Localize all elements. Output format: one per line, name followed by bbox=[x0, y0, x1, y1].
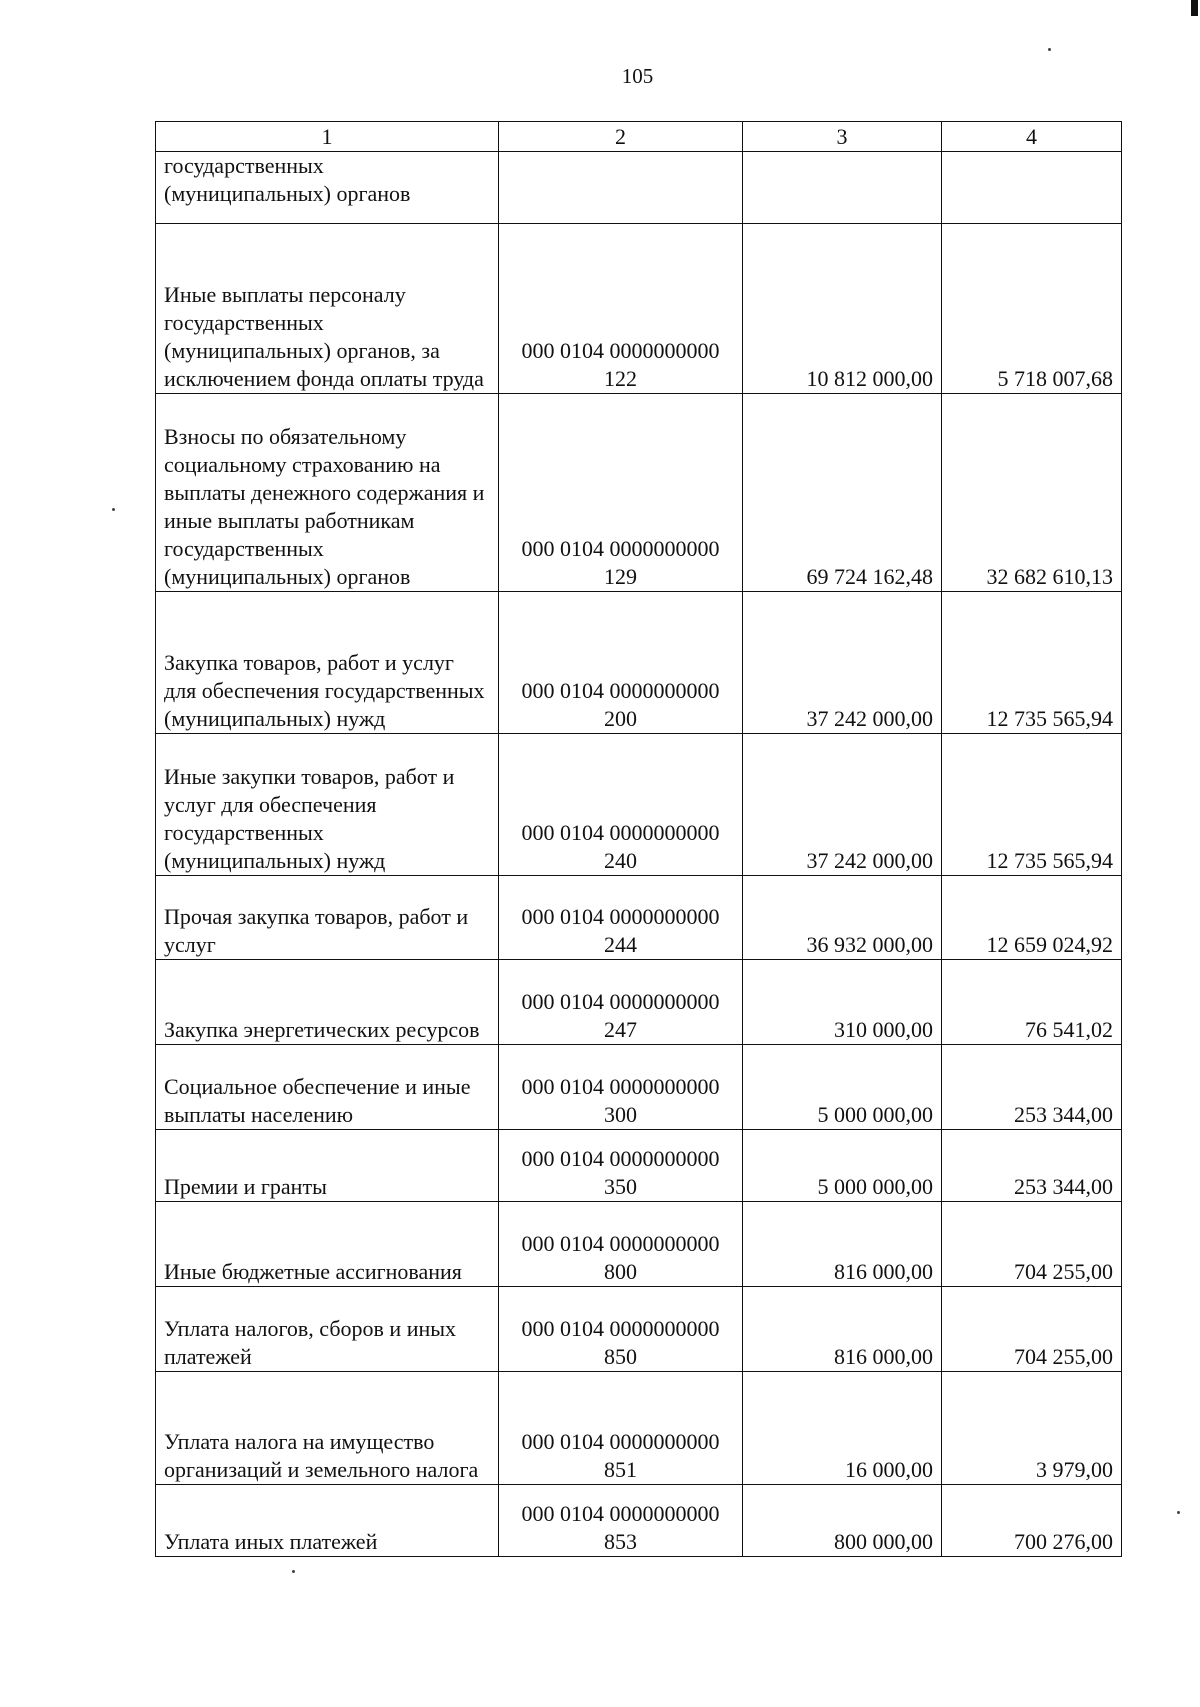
row-value-3: 37 242 000,00 bbox=[743, 592, 942, 734]
row-value-4: 12 659 024,92 bbox=[942, 876, 1122, 960]
row-value-4 bbox=[942, 152, 1122, 224]
row-code: 000 0104 0000000000 244 bbox=[499, 876, 743, 960]
scan-speck bbox=[1048, 48, 1051, 51]
row-value-3: 816 000,00 bbox=[743, 1202, 942, 1287]
table-row bbox=[156, 1485, 1122, 1557]
row-value-4: 5 718 007,68 bbox=[942, 224, 1122, 394]
row-value-4: 253 344,00 bbox=[942, 1130, 1122, 1202]
row-name: государственных (муниципальных) органов bbox=[156, 152, 499, 224]
row-value-3: 36 932 000,00 bbox=[743, 876, 942, 960]
row-name: Иные закупки товаров, работ и услуг для обеспечения государственных (муниципальных) нужд bbox=[156, 734, 499, 876]
row-name: Закупка энергетических ресурсов bbox=[156, 960, 499, 1045]
table-row bbox=[156, 152, 1122, 224]
row-name: Уплата налога на имущество организаций и земельного налога bbox=[156, 1372, 499, 1485]
row-code: 000 0104 0000000000 122 bbox=[499, 224, 743, 394]
table-row bbox=[156, 1202, 1122, 1287]
header-row bbox=[156, 122, 1122, 152]
row-value-3: 5 000 000,00 bbox=[743, 1130, 942, 1202]
row-value-4: 3 979,00 bbox=[942, 1372, 1122, 1485]
column-header-3: 3 bbox=[743, 122, 942, 152]
row-code: 000 0104 0000000000 350 bbox=[499, 1130, 743, 1202]
row-code: 000 0104 0000000000 851 bbox=[499, 1372, 743, 1485]
row-name: Закупка товаров, работ и услуг для обеспечения государственных (муниципальных) нужд bbox=[156, 592, 499, 734]
table-row bbox=[156, 1372, 1122, 1485]
row-code: 000 0104 0000000000 300 bbox=[499, 1045, 743, 1130]
row-value-4: 704 255,00 bbox=[942, 1287, 1122, 1372]
column-header-2: 2 bbox=[499, 122, 743, 152]
table-row bbox=[156, 394, 1122, 592]
budget-table bbox=[155, 121, 1122, 1557]
table-row bbox=[156, 1045, 1122, 1130]
row-value-3: 800 000,00 bbox=[743, 1485, 942, 1557]
row-value-3: 37 242 000,00 bbox=[743, 734, 942, 876]
row-value-4: 700 276,00 bbox=[942, 1485, 1122, 1557]
row-value-3: 5 000 000,00 bbox=[743, 1045, 942, 1130]
scan-speck bbox=[1177, 1511, 1180, 1514]
row-name: Премии и гранты bbox=[156, 1130, 499, 1202]
scan-speck bbox=[112, 508, 115, 511]
row-code: 000 0104 0000000000 200 bbox=[499, 592, 743, 734]
row-code: 000 0104 0000000000 129 bbox=[499, 394, 743, 592]
row-value-3 bbox=[743, 152, 942, 224]
row-name: Взносы по обязательному социальному страхованию на выплаты денежного содержания и иные выплаты работникам государственных (муниципальных) органов bbox=[156, 394, 499, 592]
row-name: Прочая закупка товаров, работ и услуг bbox=[156, 876, 499, 960]
row-name: Уплата налогов, сборов и иных платежей bbox=[156, 1287, 499, 1372]
table-row bbox=[156, 876, 1122, 960]
column-header-1: 1 bbox=[156, 122, 499, 152]
row-value-4: 32 682 610,13 bbox=[942, 394, 1122, 592]
row-code: 000 0104 0000000000 853 bbox=[499, 1485, 743, 1557]
scan-corner-mark bbox=[1191, 0, 1198, 16]
row-code: 000 0104 0000000000 800 bbox=[499, 1202, 743, 1287]
row-value-4: 12 735 565,94 bbox=[942, 734, 1122, 876]
row-value-4: 76 541,02 bbox=[942, 960, 1122, 1045]
row-value-3: 69 724 162,48 bbox=[743, 394, 942, 592]
table-row bbox=[156, 1287, 1122, 1372]
row-value-4: 253 344,00 bbox=[942, 1045, 1122, 1130]
row-code: 000 0104 0000000000 240 bbox=[499, 734, 743, 876]
table-row bbox=[156, 1130, 1122, 1202]
scan-speck bbox=[292, 1570, 295, 1573]
column-header-4: 4 bbox=[942, 122, 1122, 152]
row-code: 000 0104 0000000000 850 bbox=[499, 1287, 743, 1372]
row-name: Иные бюджетные ассигнования bbox=[156, 1202, 499, 1287]
table-row bbox=[156, 224, 1122, 394]
row-name: Социальное обеспечение и иные выплаты населению bbox=[156, 1045, 499, 1130]
table-row bbox=[156, 734, 1122, 876]
table-row bbox=[156, 592, 1122, 734]
row-code bbox=[499, 152, 743, 224]
table-row bbox=[156, 960, 1122, 1045]
row-value-4: 12 735 565,94 bbox=[942, 592, 1122, 734]
row-value-3: 10 812 000,00 bbox=[743, 224, 942, 394]
row-code: 000 0104 0000000000 247 bbox=[499, 960, 743, 1045]
row-value-3: 16 000,00 bbox=[743, 1372, 942, 1485]
row-name: Иные выплаты персоналу государственных (муниципальных) органов, за исключением фонда оплаты труда bbox=[156, 224, 499, 394]
row-value-3: 816 000,00 bbox=[743, 1287, 942, 1372]
row-name: Уплата иных платежей bbox=[156, 1485, 499, 1557]
page-number: 105 bbox=[621, 64, 654, 88]
row-value-4: 704 255,00 bbox=[942, 1202, 1122, 1287]
row-value-3: 310 000,00 bbox=[743, 960, 942, 1045]
